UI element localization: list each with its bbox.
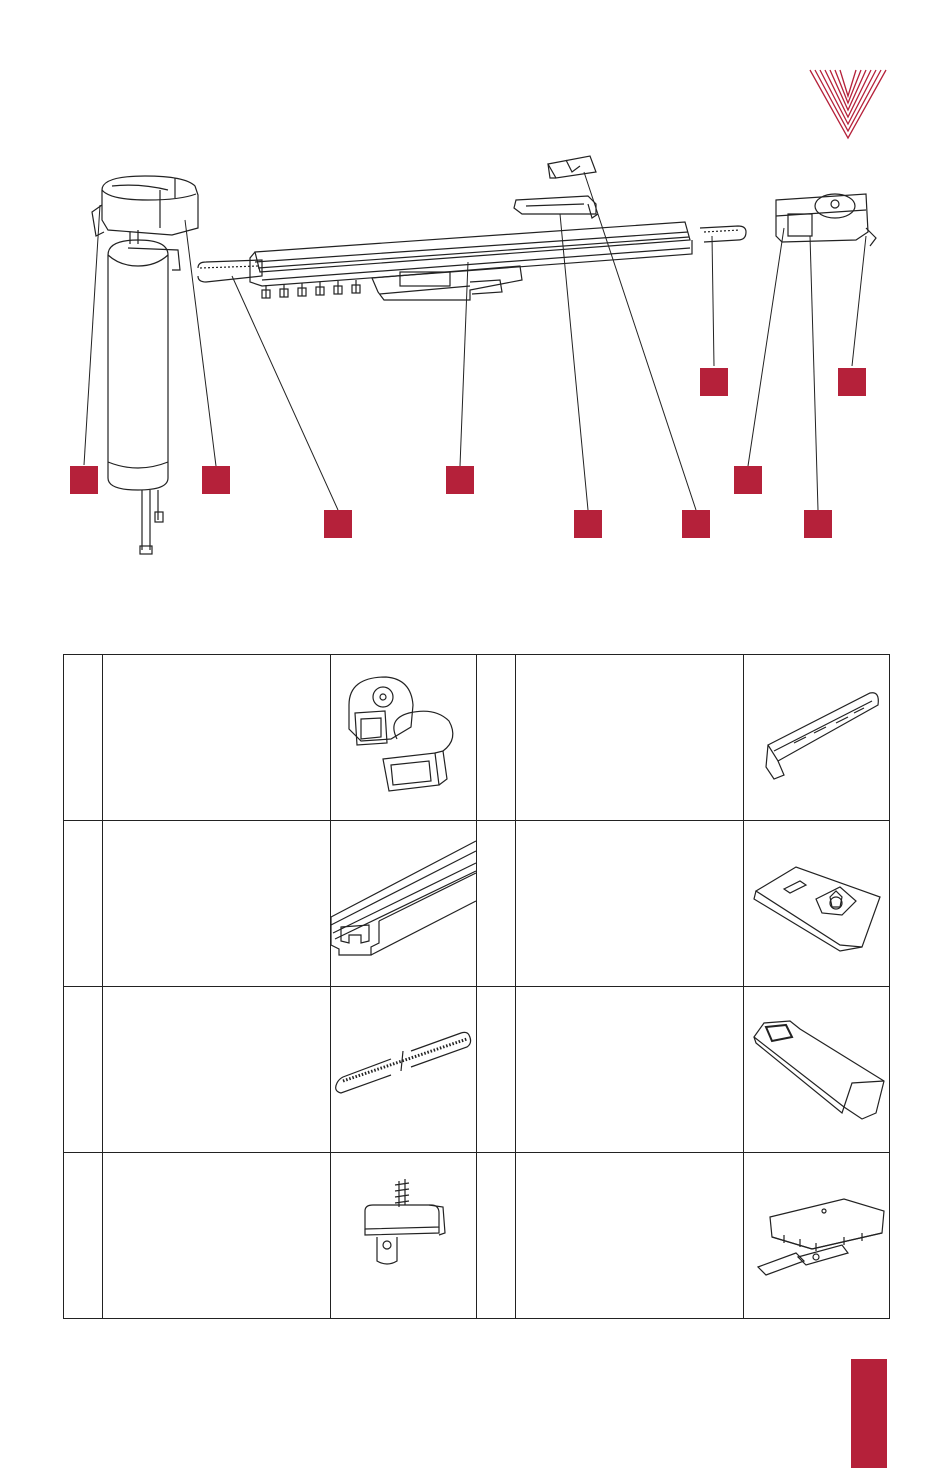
motor-body-drawing bbox=[108, 230, 180, 554]
master-carrier-drawing bbox=[372, 266, 522, 300]
marker-wall-bracket bbox=[574, 510, 602, 538]
table-row bbox=[64, 1153, 890, 1319]
master-carrier-icon bbox=[744, 1153, 890, 1319]
ceiling-clip-drawing bbox=[548, 156, 596, 178]
part-number-cell bbox=[477, 1153, 516, 1319]
part-description-cell bbox=[103, 655, 331, 821]
end-caps-icon bbox=[331, 655, 477, 821]
marker-track bbox=[446, 466, 474, 494]
belt-left-drawing bbox=[198, 260, 262, 282]
table-row bbox=[64, 655, 890, 821]
part-description-cell bbox=[103, 987, 331, 1153]
marker-belt bbox=[324, 510, 352, 538]
toothed-belt-icon bbox=[331, 987, 477, 1153]
page-side-tab bbox=[851, 1359, 887, 1468]
marker-belt-end bbox=[700, 368, 728, 396]
part-number-cell bbox=[477, 821, 516, 987]
motor-cap-drawing bbox=[92, 176, 198, 236]
track-drawing bbox=[250, 222, 692, 286]
part-number-cell bbox=[64, 821, 103, 987]
part-description-cell bbox=[516, 1153, 744, 1319]
part-description-cell bbox=[516, 821, 744, 987]
table-row bbox=[64, 821, 890, 987]
part-description-cell bbox=[103, 1153, 331, 1319]
part-number-cell bbox=[477, 655, 516, 821]
belt-clip-icon bbox=[744, 987, 890, 1153]
part-description-cell bbox=[103, 821, 331, 987]
table-row bbox=[64, 987, 890, 1153]
marker-end-cap bbox=[804, 510, 832, 538]
track-profile-icon bbox=[331, 821, 477, 987]
part-number-cell bbox=[477, 987, 516, 1153]
part-description-cell bbox=[516, 987, 744, 1153]
marker-motor-cap bbox=[202, 466, 230, 494]
part-number-cell bbox=[64, 987, 103, 1153]
end-cap-right-drawing bbox=[776, 194, 876, 246]
wall-bracket-icon bbox=[744, 655, 890, 821]
marker-motor-clip bbox=[70, 466, 98, 494]
parts-table bbox=[63, 654, 890, 1319]
marker-ceiling-clip bbox=[682, 510, 710, 538]
ceiling-clip-icon bbox=[744, 821, 890, 987]
belt-right-drawing bbox=[700, 226, 746, 242]
marker-end-cap-clip bbox=[734, 466, 762, 494]
marker-end-cap-tab bbox=[838, 368, 866, 396]
runner-icon bbox=[331, 1153, 477, 1319]
wall-bracket-drawing bbox=[514, 196, 598, 218]
part-description-cell bbox=[516, 655, 744, 821]
part-number-cell bbox=[64, 655, 103, 821]
part-number-cell bbox=[64, 1153, 103, 1319]
